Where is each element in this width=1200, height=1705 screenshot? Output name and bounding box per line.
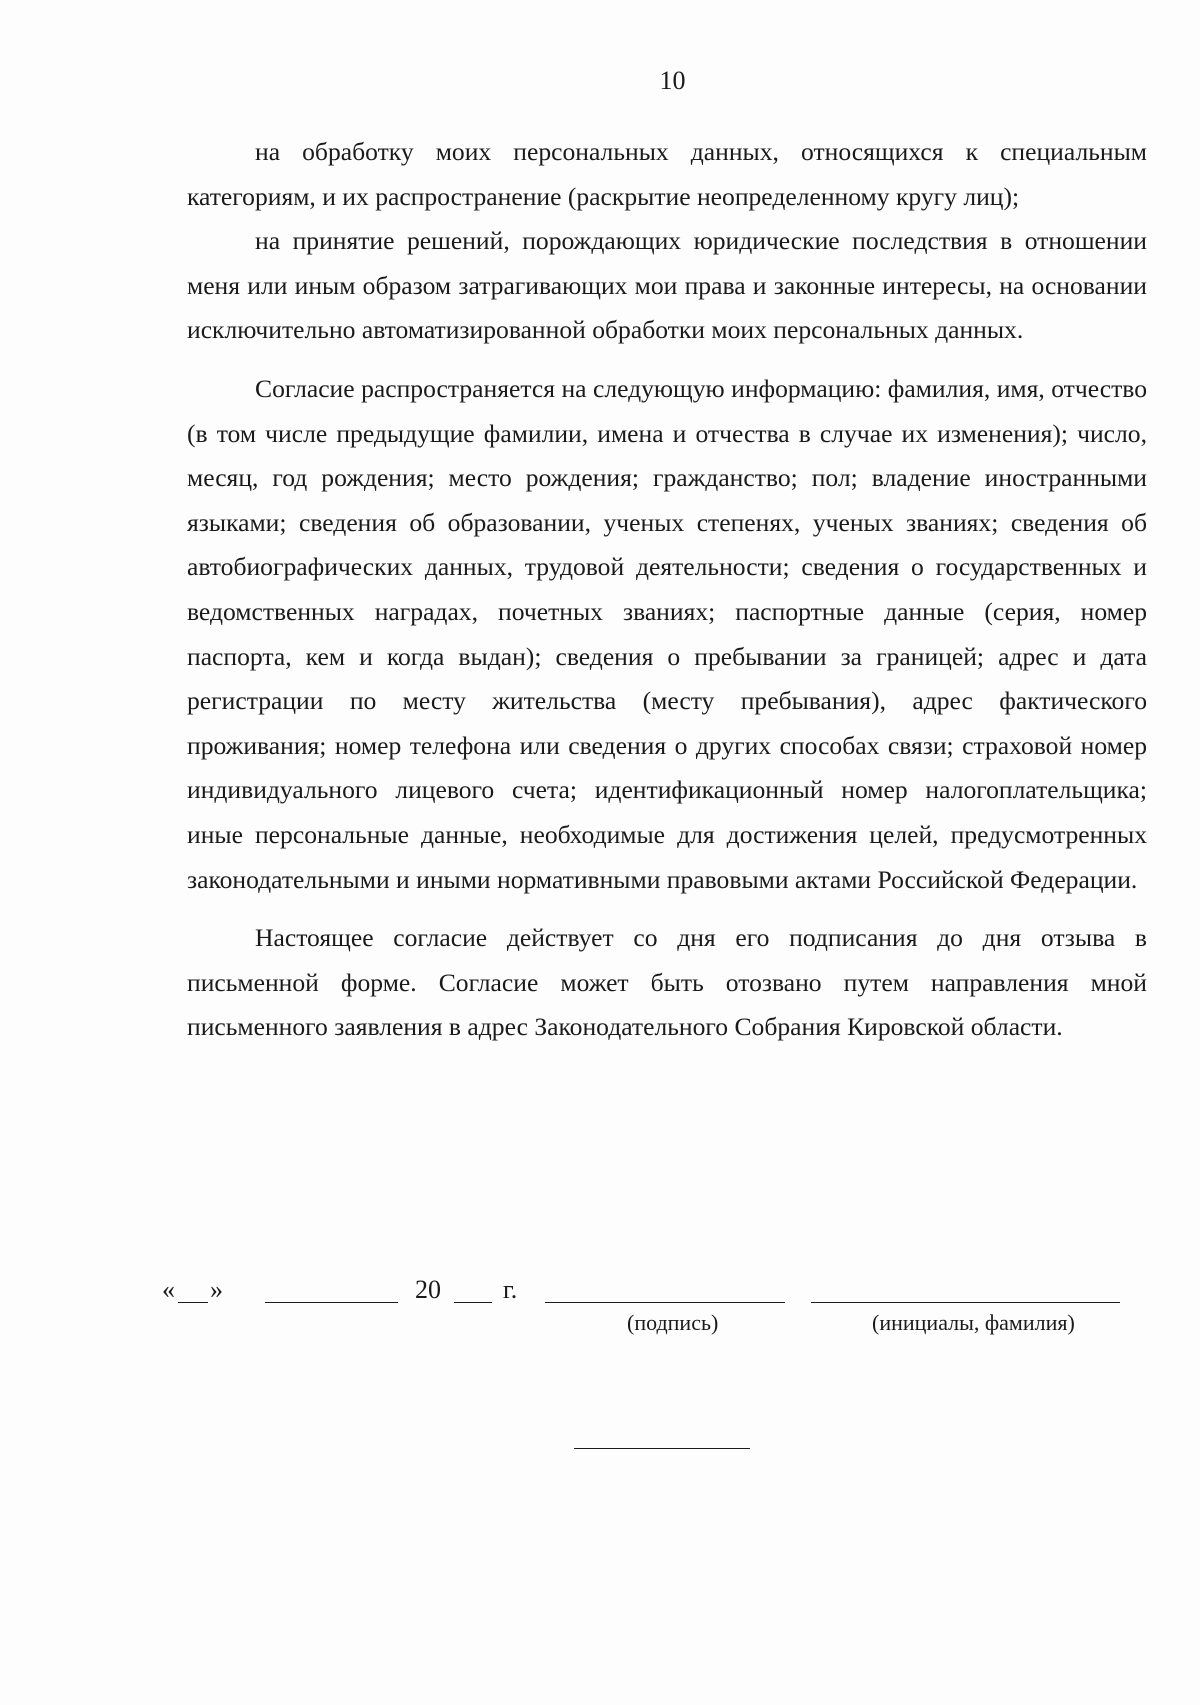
year-blank — [454, 1302, 492, 1303]
name-caption: (инициалы, фамилия) — [872, 1310, 1075, 1335]
paragraph-validity: Настоящее согласие действует со дня его подписания до дня отзыва в письменной форме. Согласие может быть отозвано путем направления мной письменного заявления в адрес Законодательного Собрания Кировской области. — [187, 923, 1147, 1042]
paragraph-information-scope: Согласие распространяется на следующую информацию: фамилия, имя, отчество (в том числе предыдущие фамилии, имена и отчества в случае их изменения); число, месяц, год рождения; место рождения; гражданство; пол; владение иностранными языками; сведения об образовании, ученых степенях, ученых званиях; сведения об автобиографических данных, трудовой деятельности; сведения о государственных и ведомственных наградах, почетных званиях; паспортные данные (серия, номер паспорта, кем и когда выдан); сведения о пребывании за границей; адрес и дата регистрации по месту жительства (месту пребывания), адрес фактического проживания; номер телефона или сведения о других способах связи; страховой номер индивидуального лицевого счета; идентификационный номер налогоплательщика; иные персональные данные, необходимые для достижения целей, предусмотренных законодательными и иными нормативными правовыми актами Российской Федерации. — [187, 373, 1147, 894]
closing-rule — [574, 1448, 750, 1449]
close-quote: » — [210, 1275, 223, 1304]
day-blank — [178, 1302, 208, 1303]
paragraph-automated-decisions: на принятие решений, порождающих юридические последствия в отношении меня или иным образом затрагивающих мои права и законные интересы, на основании исключительно автоматизированной обработки моих персональных данных. — [187, 226, 1147, 345]
paragraph-special-categories: на обработку моих персональных данных, относящихся к специальным категориям, и их распространение (раскрытие неопределенному кругу лиц); — [187, 137, 1147, 211]
signature-blank — [545, 1302, 785, 1303]
name-blank — [811, 1302, 1120, 1303]
year-suffix: г. — [503, 1275, 518, 1304]
open-quote: « — [162, 1275, 175, 1304]
year-prefix: 20 — [415, 1275, 441, 1304]
document-body — [187, 130, 1147, 1050]
signature-line — [162, 1275, 1155, 1315]
month-blank — [265, 1302, 398, 1303]
signature-caption: (подпись) — [627, 1310, 719, 1335]
page-number: 10 — [659, 66, 686, 95]
